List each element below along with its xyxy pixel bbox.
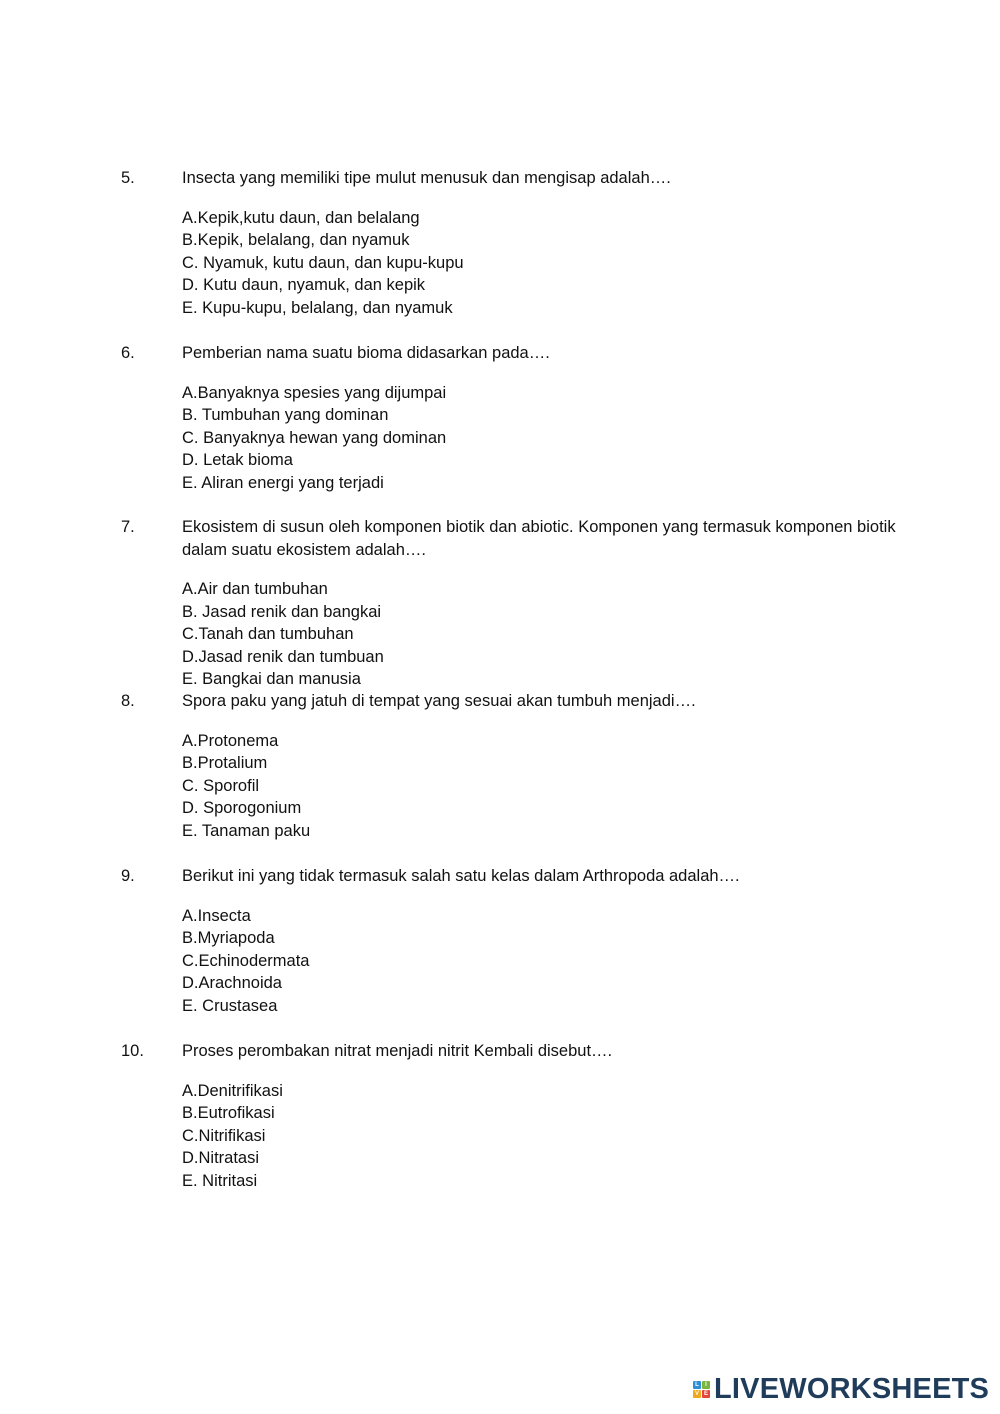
option-e: E. Aliran energi yang terjadi [182,473,384,492]
liveworksheets-mark-icon [693,1381,710,1398]
option-a: A.Denitrifikasi [182,1081,283,1100]
option-a: A.Insecta [182,906,251,925]
question-text: Insecta yang memiliki tipe mulut menusuk dan mengisap adalah…. [182,169,671,187]
options-list [182,382,911,495]
option-b: B.Protalium [182,754,268,772]
question-number: 7. [121,518,135,536]
options-list [182,207,911,320]
liveworksheets-wordmark: LIVEWORKSHEETS [714,1373,990,1405]
option-c: C. Nyamuk, kutu daun, dan kupu-kupu [182,253,464,272]
option-e: E. Kupu-kupu, belalang, dan nyamuk [182,298,453,317]
question-text: Pemberian nama suatu bioma didasarkan pada…. [182,344,550,362]
option-c: C.Tanah dan tumbuhan [182,625,354,643]
option-e: E. Bangkai dan manusia [182,670,361,688]
question-number: 6. [121,344,135,362]
option-a: A.Air dan tumbuhan [182,580,328,598]
option-d: D. Kutu daun, nyamuk, dan kepik [182,276,426,294]
question-10 [121,1040,911,1192]
question-number: 5. [121,169,135,187]
option-c: C.Nitrifikasi [182,1126,266,1145]
option-a: A.Kepik,kutu daun, dan belalang [182,208,420,227]
option-e: E. Nitritasi [182,1171,258,1190]
option-b: B. Tumbuhan yang dominan [182,406,389,424]
option-d: D.Jasad renik dan tumbuan [182,647,384,666]
options-list [182,578,911,691]
question-text: Proses perombakan nitrat menjadi nitrit Kembali disebut…. [182,1042,613,1060]
question-6 [121,342,911,494]
question-number: 8. [121,692,135,710]
option-c: C.Echinodermata [182,951,310,970]
options-list [182,730,911,843]
option-c: C. Banyaknya hewan yang dominan [182,428,447,447]
mark-square: I [702,1381,710,1389]
option-b: B.Myriapoda [182,929,275,947]
mark-square: E [703,1390,708,1397]
option-d: D.Nitratasi [182,1149,260,1167]
question-number: 9. [121,867,135,885]
mark-square: V [694,1390,699,1397]
option-a: A.Protonema [182,731,279,750]
mark-square: L [693,1381,701,1389]
question-text: Spora paku yang jatuh di tempat yang sesuai akan tumbuh menjadi…. [182,692,696,710]
option-c: C. Sporofil [182,776,260,795]
option-d: D. Letak bioma [182,451,293,469]
question-text: Ekosistem di susun oleh komponen biotik dan abiotic. Komponen yang termasuk komponen biotik dalam suatu ekosistem adalah…. [182,518,896,559]
question-8 [121,690,911,842]
option-e: E. Crustasea [182,996,278,1015]
option-e: E. Tanaman paku [182,821,311,840]
option-b: B. Jasad renik dan bangkai [182,602,382,621]
question-number: 10. [121,1042,144,1060]
options-list [182,905,911,1018]
option-b: B.Eutrofikasi [182,1104,275,1122]
question-7 [121,516,911,691]
option-a: A.Banyaknya spesies yang dijumpai [182,383,447,402]
question-text: Berikut ini yang tidak termasuk salah satu kelas dalam Arthropoda adalah…. [182,867,740,885]
option-b: B.Kepik, belalang, dan nyamuk [182,231,410,249]
options-list [182,1080,911,1193]
question-9 [121,865,911,1017]
liveworksheets-logo [693,1374,989,1404]
option-d: D. Sporogonium [182,799,302,817]
question-5 [121,167,911,319]
option-d: D.Arachnoida [182,974,282,992]
